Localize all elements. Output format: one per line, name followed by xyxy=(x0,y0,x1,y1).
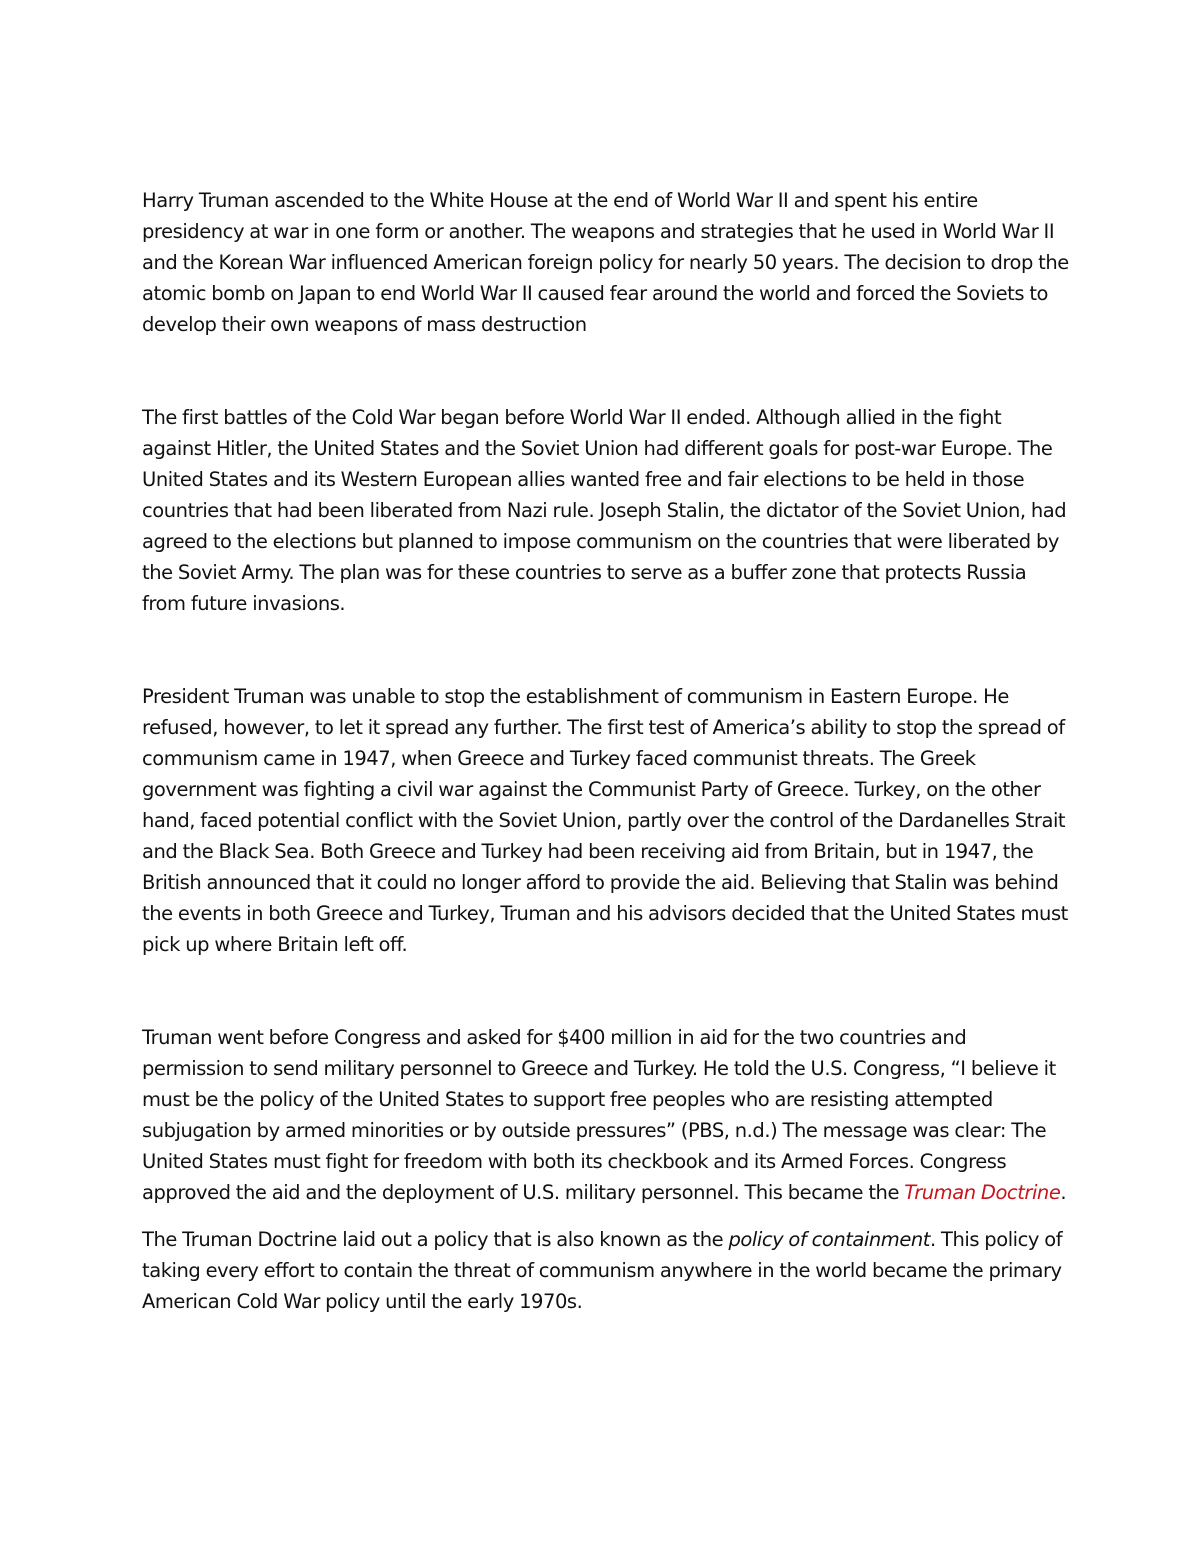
paragraph-containment-text: The Truman Doctrine laid out a policy that is also known as the xyxy=(142,1228,729,1251)
paragraph-greece-turkey: President Truman was unable to stop the establishment of communism in Eastern Europe. He refused, however, to let it spread any further. The first test of America’s ability to stop the spread of communism came in 1947, when Greece and Turkey faced communist threats. The Greek government was fighting a civil war against the Communist Party of Greece. Turkey, on the other hand, faced potential conflict with the Soviet Union, partly over the control of the Dardanelles Strait and the Black Sea. Both Greece and Turkey had been receiving aid from Britain, but in 1947, the British announced that it could no longer afford to provide the aid. Believing that Stalin was behind the events in both Greece and Turkey, Truman and his advisors decided that the United States must pick up where Britain left off. xyxy=(142,685,1068,956)
paragraph-truman-doctrine-end: . xyxy=(1060,1181,1067,1204)
paragraph-containment-end: . This policy of taking every effort to contain the threat of communism anywhere in the world became the primary American Cold War policy until the early 1970s. xyxy=(142,1228,1063,1313)
truman-doctrine-term: Truman Doctrine xyxy=(904,1181,1061,1204)
paragraph-truman-doctrine-text: Truman went before Congress and asked for $400 million in aid for the two countries and permission to send military personnel to Greece and Turkey. He told the U.S. Congress, “I believe it must be the policy of the United States to support free peoples who are resisting attempted subjugation by armed minorities or by outside pressures” (PBS, n.d.) The message was clear: The United States must fight for freedom with both its checkbook and its Armed Forces. Congress approved the aid and the deployment of U.S. military personnel. This became the xyxy=(142,1026,1056,1204)
paragraph-cold-war-origins: The first battles of the Cold War began before World War II ended. Although allied in the fight against Hitler, the United States and the Soviet Union had different goals for post-war Europe. The United States and its Western European allies wanted free and fair elections to be held in those countries that had been liberated from Nazi rule. Joseph Stalin, the dictator of the Soviet Union, had agreed to the elections but planned to impose communism on the countries that were liberated by the Soviet Army. The plan was for these countries to serve as a buffer zone that protects Russia from future invasions. xyxy=(142,406,1067,615)
paragraph-truman-doctrine xyxy=(142,1022,1072,1208)
document-body xyxy=(142,185,1072,1317)
paragraph-truman-presidency: Harry Truman ascended to the White House at the end of World War II and spent his entire presidency at war in one form or another. The weapons and strategies that he used in World War II and the Korean War influenced American foreign policy for nearly 50 years. The decision to drop the atomic bomb on Japan to end World War II caused fear around the world and forced the Soviets to develop their own weapons of mass destruction xyxy=(142,189,1069,336)
paragraph-containment xyxy=(142,1224,1072,1317)
policy-of-containment-term: policy of containment xyxy=(728,1228,930,1251)
